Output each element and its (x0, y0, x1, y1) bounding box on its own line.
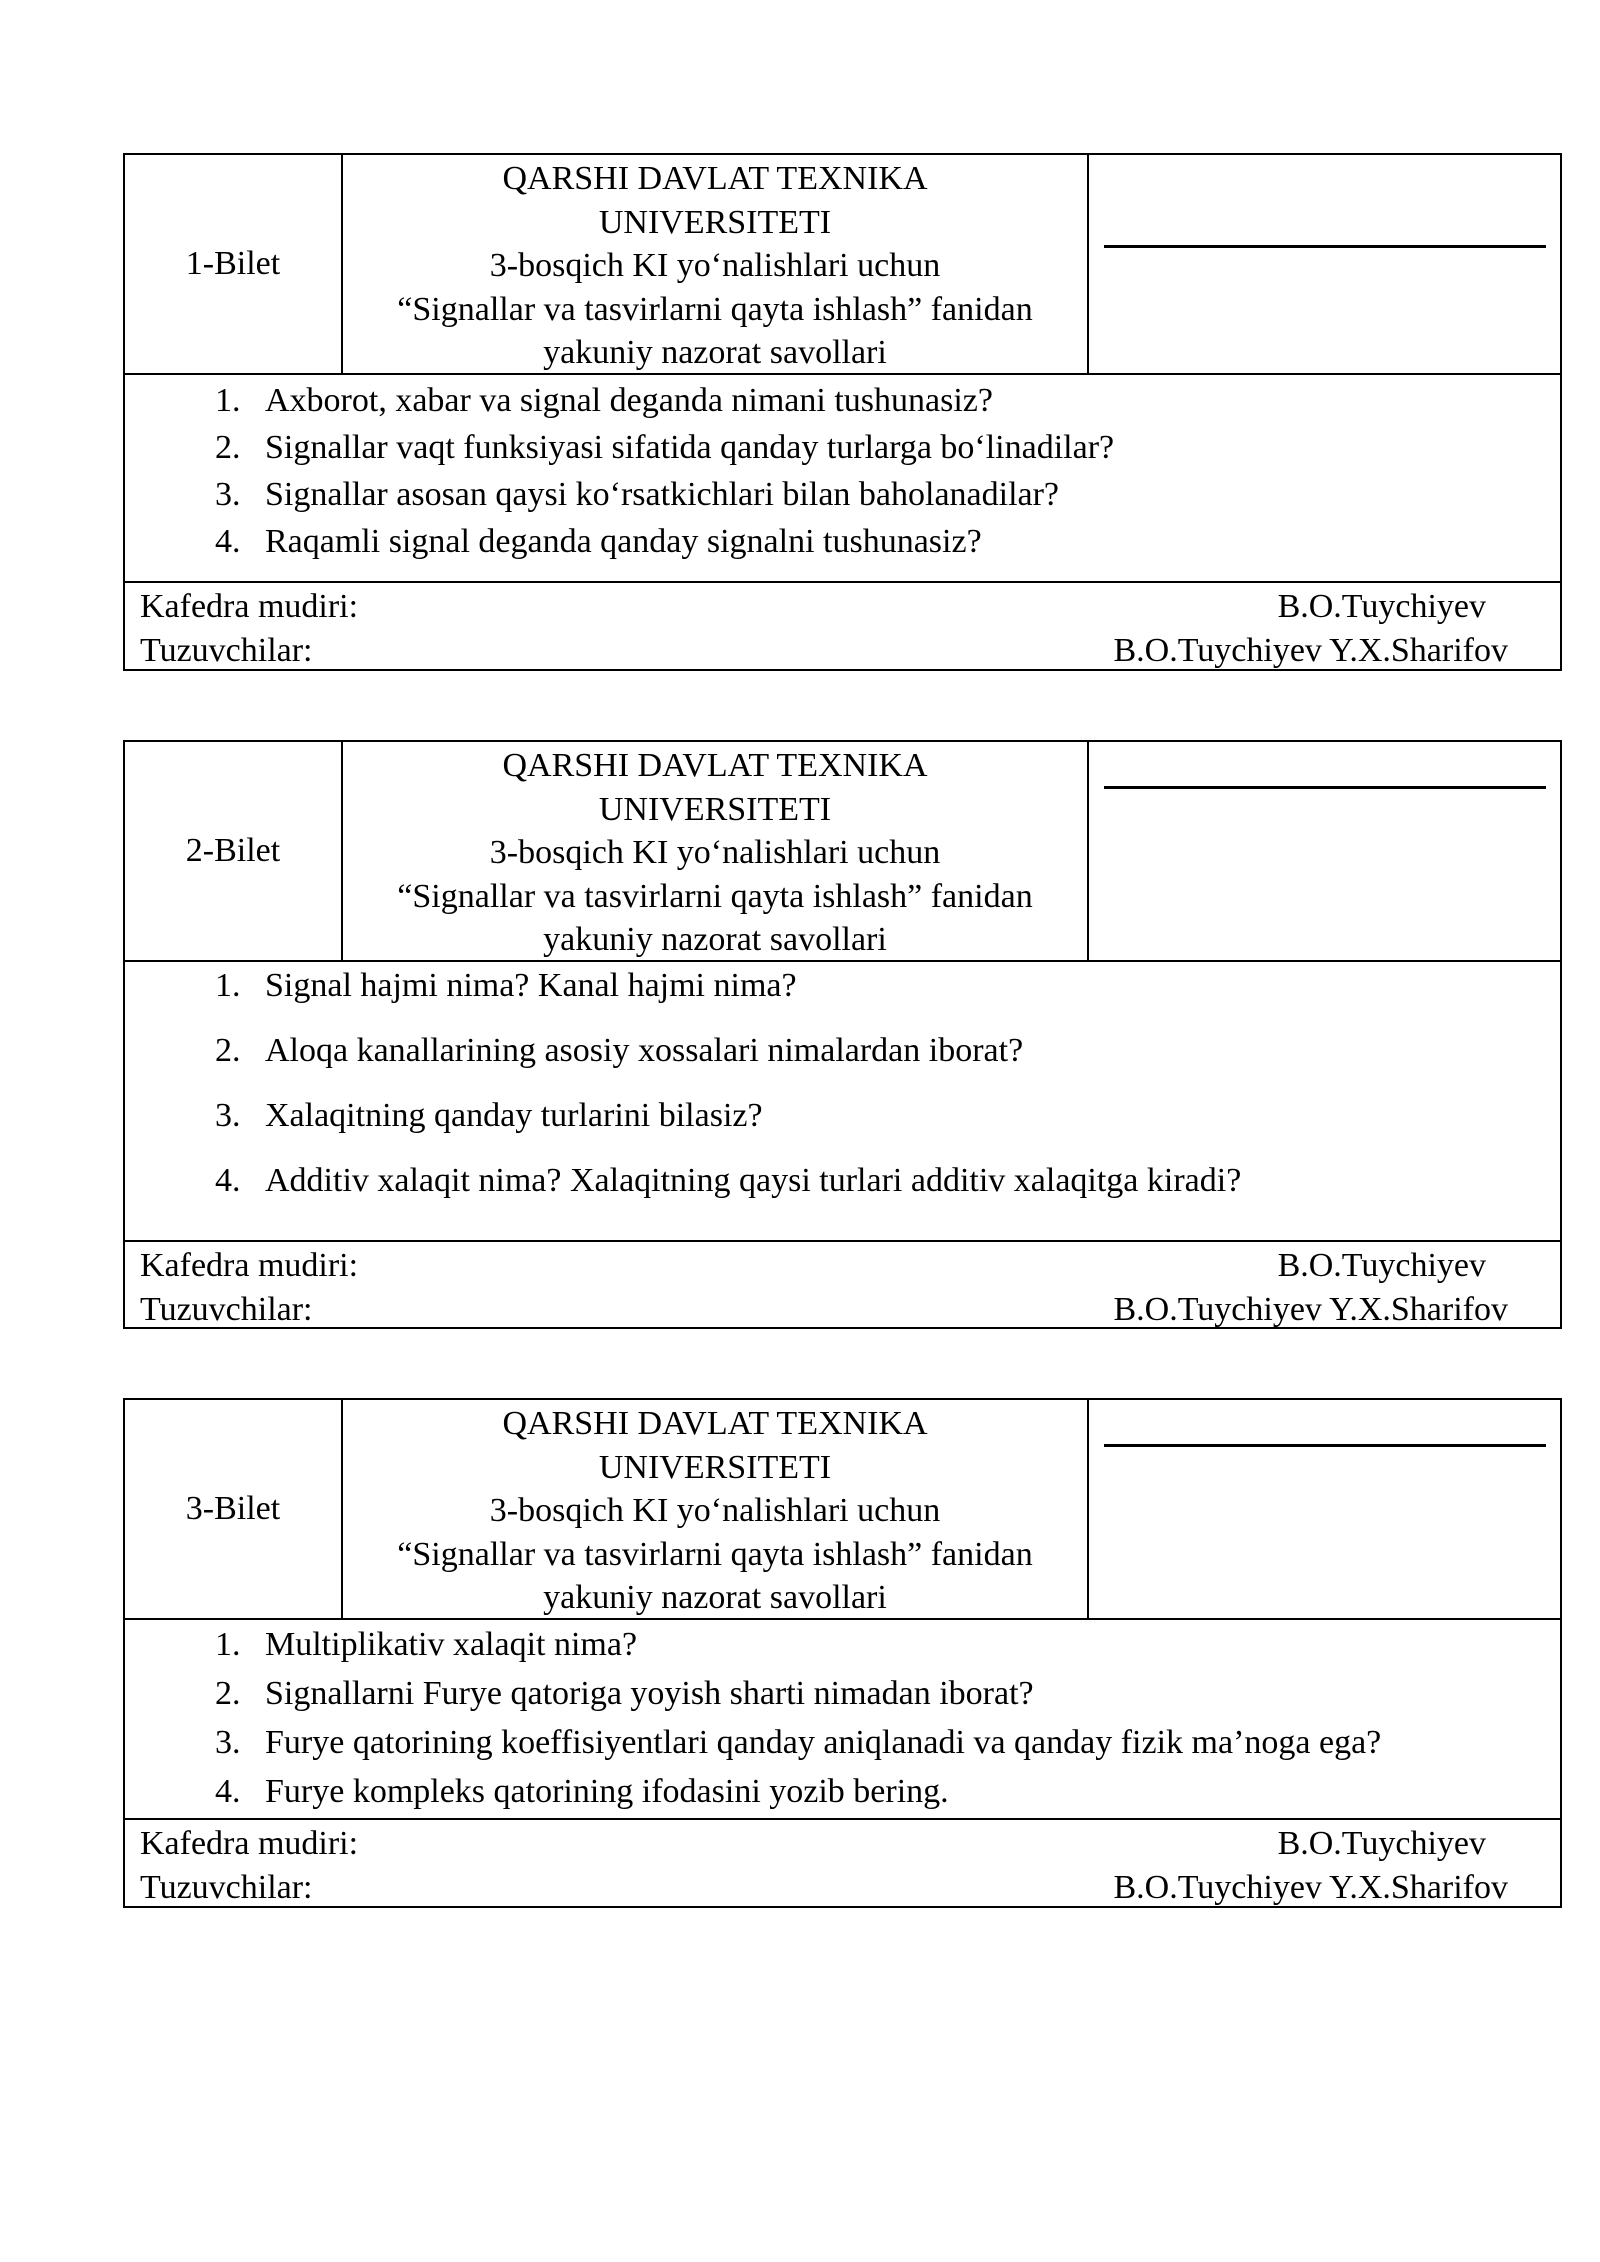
title-line-course: 3-bosqich KI yo‘nalishlari uchun (489, 247, 941, 284)
question-number: 1. (215, 382, 241, 419)
department-head-label: Kafedra mudiri: (140, 1247, 359, 1284)
question-item (125, 1092, 1560, 1139)
title-line-university: QARSHI DAVLAT TEXNIKA (502, 747, 928, 784)
question-number: 4. (215, 523, 241, 560)
title-line-university: QARSHI DAVLAT TEXNIKA (502, 160, 928, 197)
footer-row-authors (125, 1866, 1560, 1910)
question-text: Axborot, xabar va signal deganda nimani tushunasiz? (265, 382, 993, 419)
signature-cell (1089, 1400, 1560, 1618)
authors-label: Tuzuvchilar: (140, 632, 313, 669)
question-text: Signallar vaqt funksiyasi sifatida qanday turlarga bo‘linadilar? (265, 429, 1115, 466)
footer-row-authors (125, 1288, 1560, 1332)
question-text: Multiplikativ xalaqit nima? (265, 1626, 638, 1663)
question-number: 1. (215, 967, 241, 1004)
authors-label: Tuzuvchilar: (140, 1291, 313, 1328)
ticket-number: 1-Bilet (125, 155, 343, 373)
ticket-number: 3-Bilet (125, 1400, 343, 1618)
question-number: 4. (215, 1162, 241, 1199)
question-item (125, 471, 1560, 518)
question-item (125, 1669, 1560, 1718)
question-list (125, 962, 1560, 1242)
authors-names: B.O.Tuychiyev Y.X.Sharifov (1113, 1869, 1508, 1906)
question-text: Signallarni Furye qatoriga yoyish sharti nimadan iborat? (265, 1675, 1034, 1712)
ticket-title (343, 1400, 1089, 1618)
ticket-header (125, 1400, 1560, 1620)
question-text: Signal hajmi nima? Kanal hajmi nima? (265, 967, 797, 1004)
question-number: 2. (215, 1032, 241, 1069)
question-text: Furye kompleks qatorining ifodasini yozib bering. (265, 1773, 949, 1810)
title-line-exam: yakuniy nazorat savollari (543, 1579, 887, 1616)
department-head-name: B.O.Tuychiyev (1277, 1247, 1486, 1284)
question-text: Additiv xalaqit nima? Xalaqitning qaysi turlari additiv xalaqitga kiradi? (265, 1162, 1242, 1199)
question-item (125, 1767, 1560, 1816)
question-number: 2. (215, 1675, 241, 1712)
ticket-footer (125, 1242, 1560, 1332)
question-number: 4. (215, 1773, 241, 1810)
question-text: Furye qatorining koeffisiyentlari qanday aniqlanadi va qanday fizik ma’noga ega? (265, 1724, 1382, 1761)
signature-line (1104, 786, 1546, 789)
ticket-2 (123, 740, 1562, 1329)
title-line-university-2: UNIVERSITETI (598, 1448, 832, 1486)
question-text: Xalaqitning qanday turlarini bilasiz? (265, 1097, 763, 1134)
authors-names: B.O.Tuychiyev Y.X.Sharifov (1113, 1291, 1508, 1328)
ticket-footer (125, 1820, 1560, 1910)
question-item (125, 1027, 1560, 1074)
department-head-name: B.O.Tuychiyev (1277, 588, 1486, 625)
footer-row-head (125, 585, 1560, 629)
ticket-header (125, 742, 1560, 962)
title-line-exam: yakuniy nazorat savollari (543, 334, 887, 371)
title-line-university-2: UNIVERSITETI (598, 790, 832, 828)
ticket-1 (123, 153, 1562, 671)
footer-row-head (125, 1244, 1560, 1288)
department-head-label: Kafedra mudiri: (140, 588, 359, 625)
question-text: Raqamli signal deganda qanday signalni tushunasiz? (265, 523, 982, 560)
question-number: 3. (215, 1724, 241, 1761)
question-number: 3. (215, 476, 241, 513)
question-item (125, 962, 1560, 1009)
ticket-3 (123, 1398, 1562, 1908)
question-number: 2. (215, 429, 241, 466)
title-line-course: 3-bosqich KI yo‘nalishlari uchun (489, 834, 941, 871)
department-head-name: B.O.Tuychiyev (1277, 1825, 1486, 1862)
question-item (125, 1620, 1560, 1669)
ticket-number: 2-Bilet (125, 742, 343, 960)
ticket-header (125, 155, 1560, 375)
ticket-footer (125, 583, 1560, 673)
title-line-subject: “Signallar va tasvirlarni qayta ishlash” fanidan (397, 1535, 1033, 1573)
question-list (125, 1620, 1560, 1820)
signature-cell (1089, 742, 1560, 960)
title-line-subject: “Signallar va tasvirlarni qayta ishlash” fanidan (397, 290, 1033, 328)
department-head-label: Kafedra mudiri: (140, 1825, 359, 1862)
question-text: Aloqa kanallarining asosiy xossalari nimalardan iborat? (265, 1032, 1024, 1069)
authors-label: Tuzuvchilar: (140, 1869, 313, 1906)
title-line-exam: yakuniy nazorat savollari (543, 921, 887, 958)
question-item (125, 377, 1560, 424)
question-text: Signallar asosan qaysi ko‘rsatkichlari bilan baholanadilar? (265, 476, 1060, 513)
title-line-subject: “Signallar va tasvirlarni qayta ishlash” fanidan (397, 877, 1033, 915)
question-item (125, 1718, 1560, 1767)
question-item (125, 424, 1560, 471)
authors-names: B.O.Tuychiyev Y.X.Sharifov (1113, 632, 1508, 669)
ticket-title (343, 742, 1089, 960)
title-line-university-2: UNIVERSITETI (598, 203, 832, 241)
signature-line (1104, 245, 1546, 248)
title-line-course: 3-bosqich KI yo‘nalishlari uchun (489, 1492, 941, 1529)
question-number: 3. (215, 1097, 241, 1134)
title-line-university: QARSHI DAVLAT TEXNIKA (502, 1405, 928, 1442)
question-item (125, 1157, 1560, 1204)
question-item (125, 518, 1560, 565)
footer-row-authors (125, 629, 1560, 673)
question-list (125, 375, 1560, 583)
question-number: 1. (215, 1626, 241, 1663)
signature-line (1104, 1444, 1546, 1447)
signature-cell (1089, 155, 1560, 373)
ticket-title (343, 155, 1089, 373)
footer-row-head (125, 1822, 1560, 1866)
